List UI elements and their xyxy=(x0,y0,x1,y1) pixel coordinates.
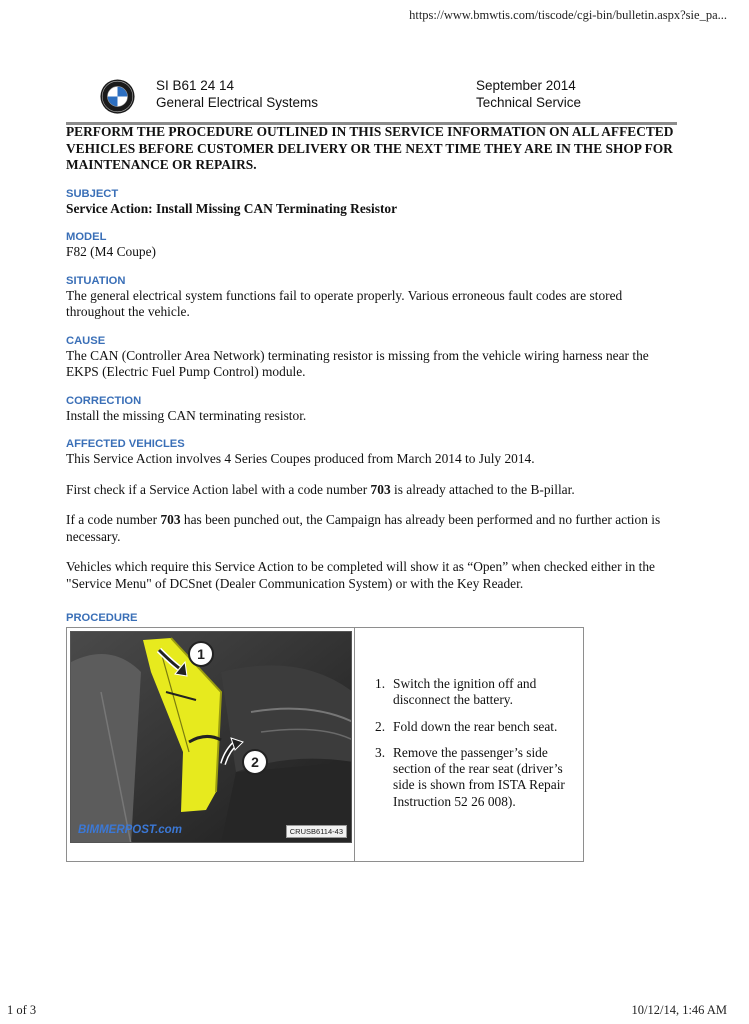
affected-body: This Service Action involves 4 Series Coupes produced from March 2014 to July 2014. xyxy=(66,451,535,466)
situation-body: The general electrical system functions fail to operate properly. Various erroneous fault codes are stored throughout the vehicle. xyxy=(66,287,623,319)
label-check-post: is already attached to the B-pillar. xyxy=(390,481,575,497)
procedure-photo xyxy=(70,631,352,843)
cause-body: The CAN (Controller Area Network) terminating resistor is missing from the vehicle wiring harness near the EKPS (Electric Fuel Pump Control) module. xyxy=(66,347,649,379)
subject-section xyxy=(66,188,677,218)
procedure-step xyxy=(375,719,580,735)
bulletin-department: Technical Service xyxy=(476,94,582,110)
step-text: Remove the passenger’s side section of the rear seat (driver’s side is shown from ISTA Repair Instruction 52 26 008). xyxy=(393,744,565,809)
correction-heading: CORRECTION xyxy=(66,394,142,407)
step-number: 1. xyxy=(375,676,386,691)
punched-paragraph xyxy=(66,512,677,545)
label-check-paragraph xyxy=(66,482,677,499)
print-datetime: 10/12/14, 1:46 AM xyxy=(631,1003,727,1017)
procedure-heading: PROCEDURE xyxy=(66,612,138,624)
step-number: 3. xyxy=(375,744,386,760)
punched-post: has been punched out, the Campaign has already been performed and no further action is necessary. xyxy=(66,512,661,544)
procedure-step xyxy=(375,745,580,810)
bmw-logo-icon xyxy=(100,79,135,114)
step-text: Switch the ignition off and disconnect the battery. xyxy=(393,676,537,708)
callout-1-label: 1 xyxy=(197,646,205,662)
correction-section xyxy=(66,395,677,425)
bulletin-group: General Electrical Systems xyxy=(156,94,319,110)
affected-heading: AFFECTED VEHICLES xyxy=(66,438,185,450)
label-check-pre: First check if a Service Action label with a code number xyxy=(66,481,371,497)
bulletin-date: September 2014 xyxy=(476,78,576,93)
label-check-code: 703 xyxy=(370,481,391,497)
open-status-paragraph: Vehicles which require this Service Action to be completed will show it as “Open” when checked either in the "Service Menu" of DCSnet (Dealer Communication System) or with the Key Reader. xyxy=(66,559,656,591)
table-divider xyxy=(354,628,355,861)
bulletin-body xyxy=(66,124,677,606)
cause-section xyxy=(66,335,677,381)
bulletin-header xyxy=(66,74,677,122)
situation-heading: SITUATION xyxy=(66,274,126,287)
step-number: 2. xyxy=(375,718,386,734)
situation-section xyxy=(66,275,677,321)
browser-url: https://www.bmwtis.com/tiscode/cgi-bin/bulletin.aspx?sie_pa... xyxy=(409,8,727,22)
procedure-steps xyxy=(375,676,580,820)
model-section xyxy=(66,231,677,261)
model-body: F82 (M4 Coupe) xyxy=(66,244,157,259)
procedure-banner: PERFORM THE PROCEDURE OUTLINED IN THIS SERVICE INFORMATION ON ALL AFFECTED VEHICLES BEFORE CUSTOMER DELIVERY OR THE NEXT TIME THEY ARE IN THE SHOP FOR MAINTENANCE OR REPAIRS. xyxy=(66,124,674,172)
cause-heading: CAUSE xyxy=(66,334,106,347)
procedure-step xyxy=(375,676,580,709)
step-text: Fold down the rear bench seat. xyxy=(393,718,558,734)
punched-pre: If a code number xyxy=(66,512,161,527)
punched-code: 703 xyxy=(160,512,181,527)
correction-body: Install the missing CAN terminating resistor. xyxy=(66,407,307,423)
procedure-table xyxy=(66,627,584,862)
photo-watermark: BIMMERPOST.com xyxy=(78,824,182,836)
affected-section xyxy=(66,438,677,468)
subject-body: Service Action: Install Missing CAN Terminating Resistor xyxy=(66,200,398,216)
model-heading: MODEL xyxy=(66,231,107,243)
figure-code: CRUSB6114-43 xyxy=(286,825,347,838)
callout-2-label: 2 xyxy=(251,754,259,770)
rear-seat-illustration xyxy=(71,632,352,843)
page-count: 1 of 3 xyxy=(7,1003,37,1017)
subject-heading: SUBJECT xyxy=(66,187,119,200)
si-number: SI B61 24 14 xyxy=(156,78,235,93)
